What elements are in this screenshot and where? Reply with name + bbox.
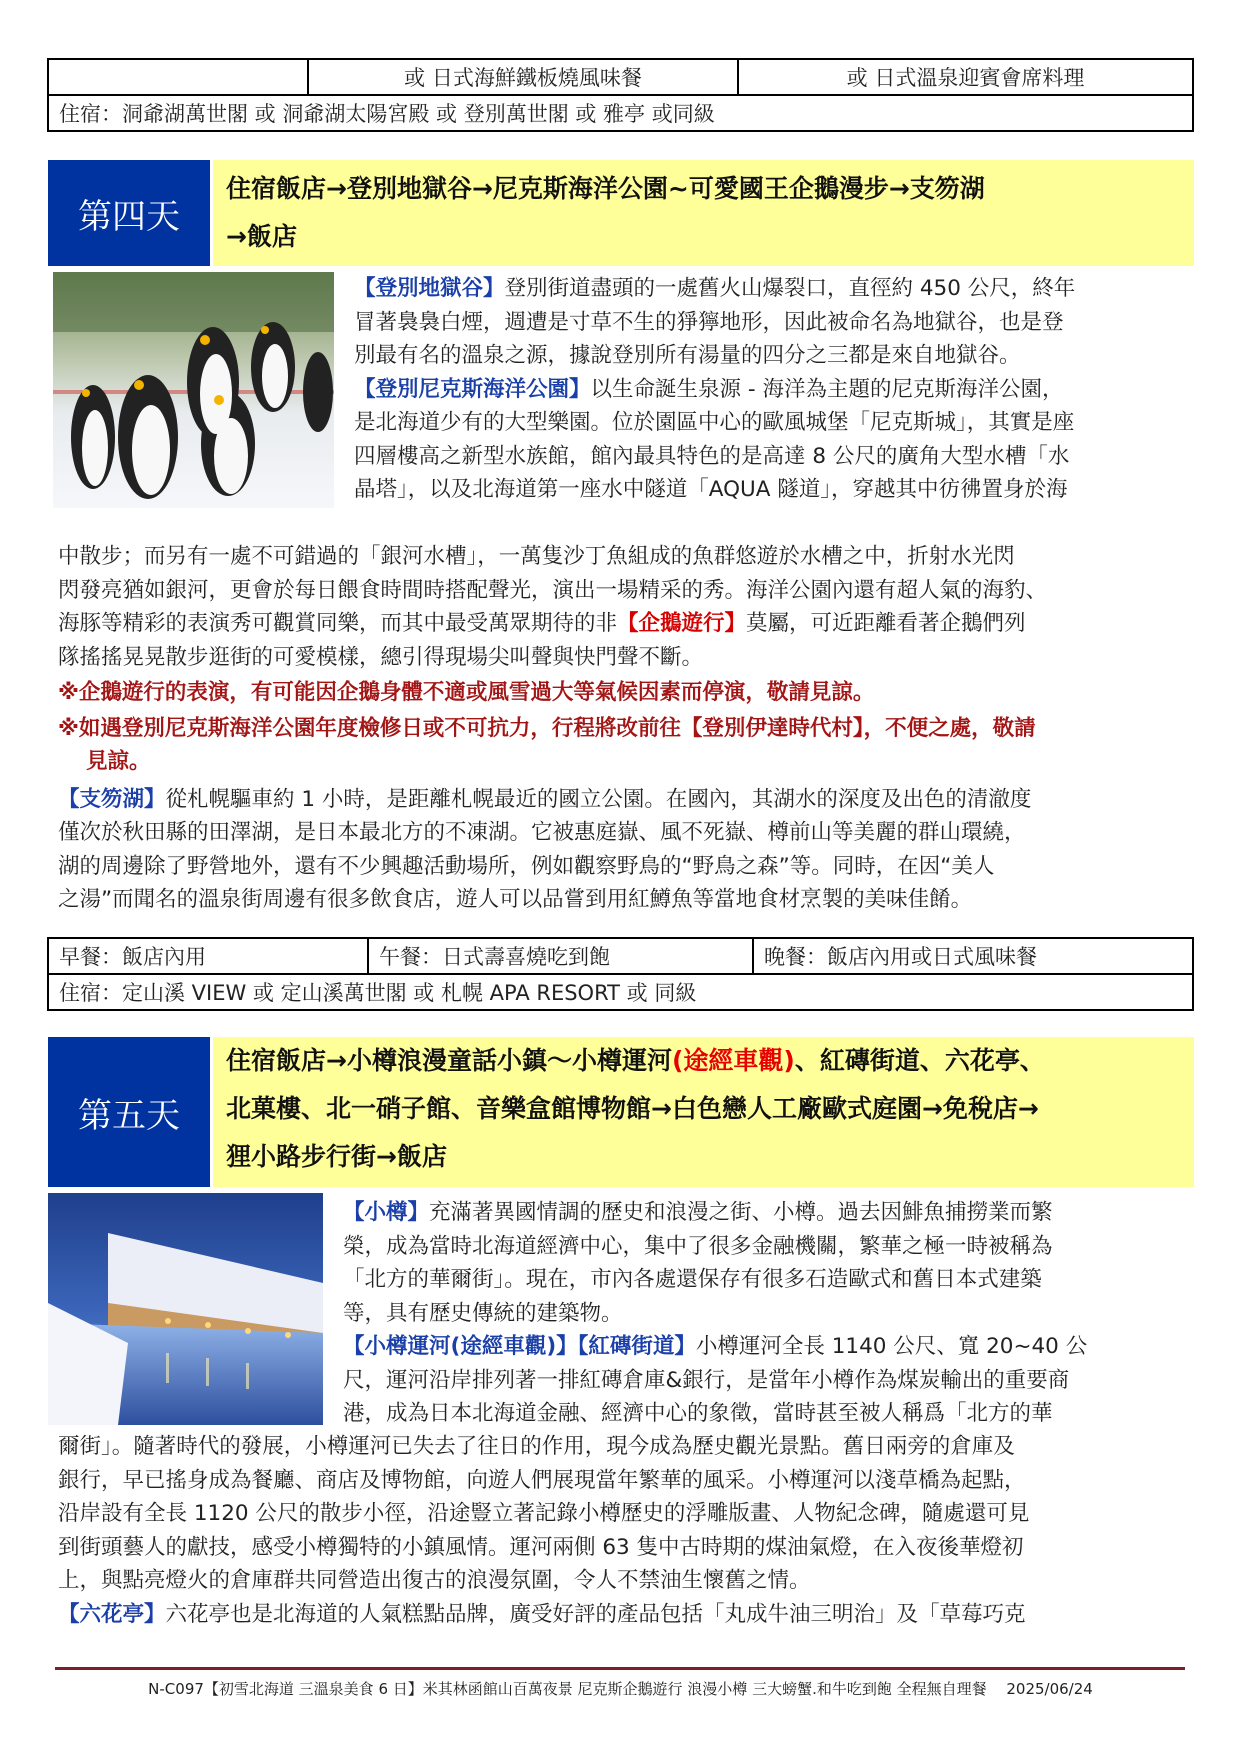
day5-title-part: 住宿飯店→小樽浪漫童話小鎮～小樽運河 (226, 1046, 672, 1075)
text-line: 隊搖搖晃晃散步逛街的可愛模樣，總引得現場尖叫聲與快門聲不斷。 (58, 644, 704, 670)
text-line: 僅次於秋田縣的田澤湖，是日本最北方的不凍湖。它被惠庭嶽、風不死嶽、樽前山等美麗的群山環繞， (58, 820, 1026, 845)
keyword-nixe-marine-park: 【登別尼克斯海洋公園】 (354, 376, 591, 402)
breakfast-cell: 早餐：飯店內用 (48, 938, 368, 974)
dinner-cell: 晚餐：飯店內用或日式風味餐 (753, 938, 1193, 974)
text-line: 四層樓高之新型水族館，館內最具特色的是高達 8 公尺的廣角大型水槽「水 (354, 443, 1070, 469)
note-penguin-cancel: ※企鵝遊行的表演，有可能因企鵝身體不適或風雪過大等氣候因素而停演，敬請見諒。 (58, 680, 875, 705)
table-cell: 或 日式溫泉迎賓會席料理 (738, 59, 1193, 95)
text-line: 六花亭也是北海道的人氣糕點品牌，廣受好評的產品包括「丸成牛油三明治」及「草莓巧克 (165, 1601, 1026, 1627)
keyword-rokkatei: 【六花亭】 (58, 1601, 166, 1627)
day5-title-drive-by: (途經車觀) (671, 1046, 795, 1075)
text-line: 到街頭藝人的獻技，感受小樽獨特的小鎮風情。運河兩側 63 隻中古時期的煤油氣燈，在入夜後華燈初 (58, 1534, 1024, 1560)
keyword-penguin-parade: 【企鵝遊行】 (617, 611, 747, 636)
otaru-canal-photo (48, 1193, 323, 1425)
accommodation-cell: 住宿：定山溪 VIEW 或 定山溪萬世閣 或 札幌 APA RESORT 或 同級 (48, 974, 1193, 1010)
day5-text-block-full (58, 1430, 1198, 1631)
table-row (48, 59, 1193, 95)
day4-title-line1: 住宿飯店→登別地獄谷→尼克斯海洋公園~可愛國王企鵝漫步→支笏湖 (226, 174, 985, 203)
day5-title-part: 、紅磚街道、六花亭、 (794, 1046, 1045, 1075)
text-line: 爾街」。隨著時代的發展，小樽運河已失去了往日的作用，現今成為歷史觀光景點。舊日兩旁的倉庫及 (58, 1434, 1015, 1459)
day5-header (48, 1037, 1194, 1187)
keyword-otaru-canal: 【小樽運河(途經車觀)】【紅磚街道】 (343, 1334, 696, 1359)
text-line: 尺，運河沿岸排列著一排紅磚倉庫&銀行，是當年小樽作為煤炭輸出的重要商 (343, 1367, 1070, 1393)
top-meal-table (47, 58, 1194, 132)
text-line: 冒著裊裊白煙，週遭是寸草不生的猙獰地形，因此被命名為地獄谷，也是登 (354, 309, 1064, 335)
text-line: 莫屬，可近距離看著企鵝們列 (746, 611, 1026, 636)
day5-title-line2: 北菓樓、北一硝子館、音樂盒館博物館→白色戀人工廠歐式庭園→免稅店→ (226, 1094, 1039, 1123)
table-row (48, 95, 1193, 131)
text-line: 晶塔」，以及北海道第一座水中隧道「AQUA 隧道」，穿越其中彷彿置身於海 (354, 477, 1068, 502)
text-line: 榮，成為當時北海道經濟中心，集中了很多金融機關，繁華之極一時被稱為 (343, 1233, 1053, 1259)
text-line: 海豚等精彩的表演秀可觀賞同樂，而其中最受萬眾期待的非 (58, 611, 618, 636)
footer-rule (55, 1667, 1185, 1670)
day5-badge: 第五天 (48, 1037, 213, 1187)
keyword-shikotsu-lake: 【支笏湖】 (58, 786, 166, 812)
text-line: 登別街道盡頭的一處舊火山爆裂口，直徑約 450 公尺，終年 (504, 276, 1076, 301)
text-line: 上，與點亮燈火的倉庫群共同營造出復古的浪漫氛圍，令人不禁油生懷舊之情。 (58, 1568, 811, 1593)
accommodation-cell: 住宿：洞爺湖萬世閣 或 洞爺湖太陽宮殿 或 登別萬世閣 或 雅亭 或同級 (48, 95, 1193, 131)
day4-header (48, 160, 1194, 266)
day5-text-block (343, 1196, 1193, 1431)
text-line: 閃發亮猶如銀河，更會於每日餵食時間時搭配聲光，演出一場精采的秀。海洋公園內還有超人氣的海豹、 (58, 577, 1048, 603)
text-line: 充滿著異國情調的歷史和浪漫之街、小樽。過去因鯡魚捕撈業而繁 (429, 1200, 1053, 1225)
table-cell (48, 59, 308, 95)
day4-badge: 第四天 (48, 160, 213, 266)
text-line: 從札幌驅車約 1 小時，是距離札幌最近的國立公園。在國內，其湖水的深度及出色的清澈度 (165, 786, 1032, 812)
lunch-cell: 午餐：日式壽喜燒吃到飽 (368, 938, 753, 974)
table-row (48, 974, 1193, 1010)
text-line: 湖的周邊除了野營地外，還有不少興趣活動場所，例如觀察野鳥的“野鳥之森”等。同時，在因“美人 (58, 853, 995, 879)
text-line: 以生命誕生泉源 - 海洋為主題的尼克斯海洋公園， (590, 376, 1064, 402)
text-line: 別最有名的溫泉之源，據說登別所有湯量的四分之三都是來自地獄谷。 (354, 343, 1021, 368)
day5-title-line3: 狸小路步行街→飯店 (226, 1142, 447, 1171)
text-line: 之湯”而聞名的溫泉街周邊有很多飲食店，遊人可以品嘗到用紅鱒魚等當地食材烹製的美味佳餚。 (58, 887, 973, 912)
text-line: 「北方的華爾街」。現在，市內各處還保存有很多石造歐式和舊日本式建築 (343, 1267, 1042, 1292)
table-cell: 或 日式海鮮鐵板燒風味餐 (308, 59, 738, 95)
day4-title (226, 165, 1184, 261)
penguin-photo (53, 272, 334, 508)
text-line: 港，成為日本北海道金融、經濟中心的象徵，當時甚至被人稱爲「北方的華 (343, 1401, 1053, 1426)
note-park-closure: ※如遇登別尼克斯海洋公園年度檢修日或不可抗力，行程將改前往【登別伊達時代村】，不便之處，敬請 (58, 715, 1036, 741)
day4-text-block (354, 272, 1194, 507)
day4-title-line2: →飯店 (226, 222, 297, 251)
text-line: 沿岸設有全長 1120 公尺的散步小徑，沿途豎立著記錄小樽歷史的浮雕版畫、人物紀念碑，隨處還可見 (58, 1501, 1030, 1526)
table-row (48, 938, 1193, 974)
text-line: 中散步；而另有一處不可錯過的「銀河水槽」，一萬隻沙丁魚組成的魚群悠遊於水槽之中，折射水光閃 (58, 544, 1015, 569)
text-line: 等，具有歷史傳統的建築物。 (343, 1300, 623, 1326)
keyword-noboribetsu-hell-valley: 【登別地獄谷】 (354, 276, 505, 301)
day4-meal-table (47, 937, 1194, 1011)
text-line: 是北海道少有的大型樂園。位於園區中心的歐風城堡「尼克斯城」，其實是座 (354, 410, 1075, 435)
day4-text-block-full (58, 540, 1198, 917)
day5-title (226, 1037, 1184, 1181)
text-line: 銀行，早已搖身成為餐廳、商店及博物館，向遊人們展現當年繁華的風采。小樽運河以淺草橋為起點， (58, 1467, 1026, 1493)
note-park-closure-cont: 見諒。 (86, 749, 151, 774)
text-line: 小樽運河全長 1140 公尺、寬 20~40 公 (695, 1334, 1088, 1359)
keyword-otaru: 【小樽】 (343, 1200, 430, 1225)
page-footer: N-C097【初雪北海道 三溫泉美食 6 日】米其林函館山百萬夜景 尼克斯企鵝遊行 浪漫小樽 三大螃蟹.和牛吃到飽 全程無自理餐 2025/06/24 (148, 1680, 1093, 1698)
